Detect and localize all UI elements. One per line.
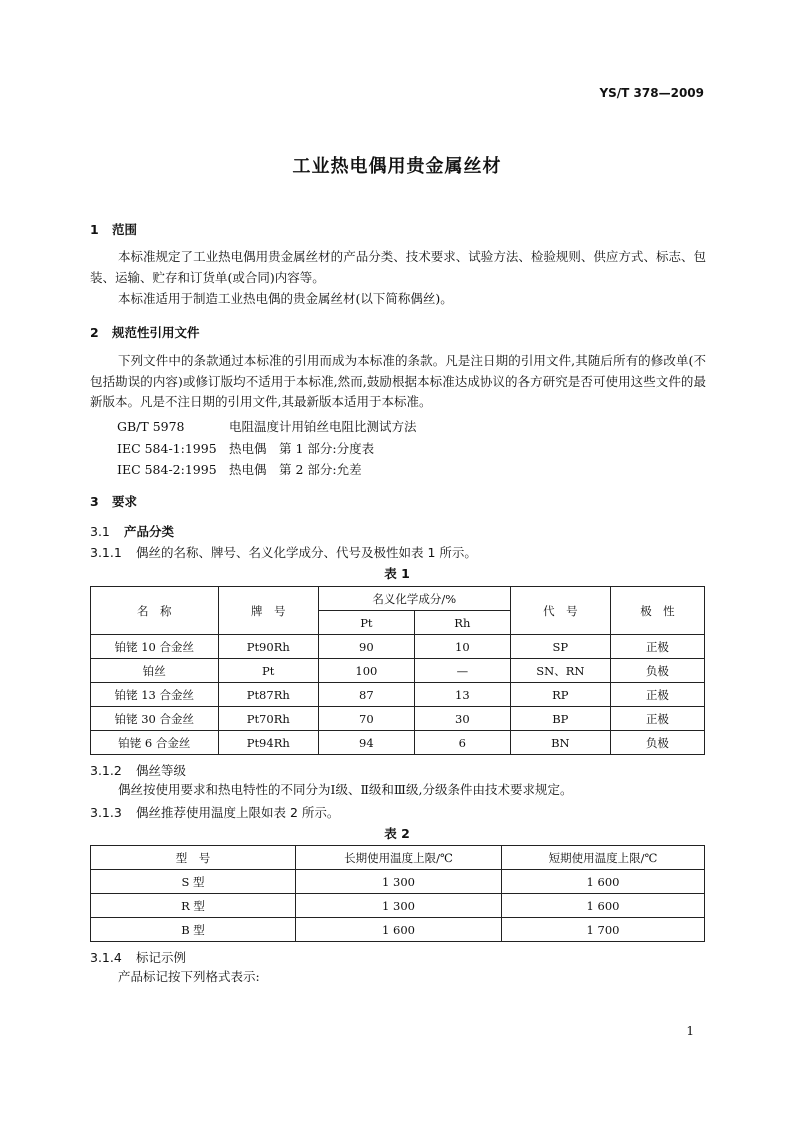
header-polarity: 极 性 xyxy=(610,587,704,635)
cell-rh: 13 xyxy=(414,683,510,707)
cell-name: 铂铑 13 合金丝 xyxy=(91,683,219,707)
section-3-1-2-text: 偶丝按使用要求和热电特性的不同分为Ⅰ级、Ⅱ级和Ⅲ级,分级条件由技术要求规定。 xyxy=(118,782,573,797)
table-1 xyxy=(90,586,705,755)
section-3-1-number: 3.1 xyxy=(90,524,110,539)
reference-item xyxy=(117,439,374,457)
cell-grade: Pt xyxy=(218,659,318,683)
reference-item xyxy=(117,460,362,478)
section-3-number: 3 xyxy=(90,494,99,509)
cell-rh: 10 xyxy=(414,635,510,659)
cell-type: S 型 xyxy=(91,870,296,894)
reference-title: 热电偶 第 1 部分:分度表 xyxy=(229,441,375,456)
section-3-heading xyxy=(90,492,137,510)
header-short-term: 短期使用温度上限/℃ xyxy=(502,846,705,870)
cell-polarity: 正极 xyxy=(610,707,704,731)
section-3-1-1-line xyxy=(90,543,477,561)
section-2-paragraph-1: 下列文件中的条款通过本标准的引用而成为本标准的条款。凡是注日期的引用文件,其随后所有的修改单(不包括勘误的内容)或修订版均不适用于本标准,然而,鼓励根据本标准达成协议的各方研究是否可使用这些文件的最新版本。凡是不注日期的引用文件,其最新版本适用于本标准。 xyxy=(90,353,706,409)
cell-rh: 30 xyxy=(414,707,510,731)
reference-title: 电阻温度计用铂丝电阻比测试方法 xyxy=(229,419,417,434)
section-3-1-4-text: 产品标记按下列格式表示: xyxy=(118,969,260,984)
cell-grade: Pt94Rh xyxy=(218,731,318,755)
table-2-caption: 表 2 xyxy=(384,826,410,841)
header-pt: Pt xyxy=(318,611,414,635)
cell-name: 铂丝 xyxy=(91,659,219,683)
cell-grade: Pt90Rh xyxy=(218,635,318,659)
header-code: 代 号 xyxy=(510,587,610,635)
table-row xyxy=(91,731,705,755)
section-3-1-2-title: 偶丝等级 xyxy=(136,763,187,778)
section-1-number: 1 xyxy=(90,222,99,237)
header-composition: 名义化学成分/% xyxy=(318,587,510,611)
section-3-title: 要求 xyxy=(112,494,138,509)
cell-short-term: 1 600 xyxy=(502,870,705,894)
header-name: 名 称 xyxy=(91,587,219,635)
section-3-1-heading xyxy=(90,522,174,540)
cell-polarity: 正极 xyxy=(610,683,704,707)
cell-polarity: 负极 xyxy=(610,731,704,755)
header-long-term: 长期使用温度上限/℃ xyxy=(296,846,502,870)
page-number: 1 xyxy=(686,1024,694,1038)
cell-code: SP xyxy=(510,635,610,659)
section-1-title: 范围 xyxy=(112,222,138,237)
reference-item xyxy=(117,417,417,435)
section-1-heading xyxy=(90,220,137,238)
cell-type: B 型 xyxy=(91,918,296,942)
section-3-1-1-text: 偶丝的名称、牌号、名义化学成分、代号及极性如表 1 所示。 xyxy=(136,545,477,560)
cell-long-term: 1 600 xyxy=(296,918,502,942)
standard-code: YS/T 378—2009 xyxy=(599,86,704,100)
cell-code: SN、RN xyxy=(510,659,610,683)
cell-polarity: 负极 xyxy=(610,659,704,683)
cell-code: BN xyxy=(510,731,610,755)
header-grade: 牌 号 xyxy=(218,587,318,635)
cell-long-term: 1 300 xyxy=(296,870,502,894)
section-3-1-4-title: 标记示例 xyxy=(136,950,187,965)
section-3-1-title: 产品分类 xyxy=(124,524,175,539)
section-2-heading xyxy=(90,323,200,341)
cell-pt: 70 xyxy=(318,707,414,731)
cell-polarity: 正极 xyxy=(610,635,704,659)
section-3-1-1-number: 3.1.1 xyxy=(90,545,122,560)
cell-grade: Pt87Rh xyxy=(218,683,318,707)
table-row xyxy=(91,918,705,942)
reference-code: IEC 584-2:1995 xyxy=(117,462,217,477)
cell-rh: 6 xyxy=(414,731,510,755)
header-rh: Rh xyxy=(414,611,510,635)
cell-code: BP xyxy=(510,707,610,731)
section-3-1-4-number: 3.1.4 xyxy=(90,950,122,965)
cell-pt: 94 xyxy=(318,731,414,755)
table-header-row xyxy=(91,587,705,611)
cell-pt: 100 xyxy=(318,659,414,683)
cell-short-term: 1 600 xyxy=(502,894,705,918)
table-1-caption: 表 1 xyxy=(384,566,410,581)
cell-name: 铂铑 10 合金丝 xyxy=(91,635,219,659)
cell-grade: Pt70Rh xyxy=(218,707,318,731)
cell-pt: 90 xyxy=(318,635,414,659)
section-3-1-2-number: 3.1.2 xyxy=(90,763,122,778)
section-2-number: 2 xyxy=(90,325,99,340)
section-2-title: 规范性引用文件 xyxy=(112,325,200,340)
table-row xyxy=(91,683,705,707)
section-3-1-3-text: 偶丝推荐使用温度上限如表 2 所示。 xyxy=(136,805,340,820)
section-1-paragraph-1: 本标准规定了工业热电偶用贵金属丝材的产品分类、技术要求、试验方法、检验规则、供应方式、标志、包装、运输、贮存和订货单(或合同)内容等。 xyxy=(90,249,706,285)
cell-code: RP xyxy=(510,683,610,707)
reference-title: 热电偶 第 2 部分:允差 xyxy=(229,462,362,477)
table-2 xyxy=(90,845,705,942)
table-row xyxy=(91,894,705,918)
table-header-row xyxy=(91,846,705,870)
section-3-1-3-number: 3.1.3 xyxy=(90,805,122,820)
reference-code: IEC 584-1:1995 xyxy=(117,441,217,456)
table-row xyxy=(91,870,705,894)
cell-short-term: 1 700 xyxy=(502,918,705,942)
section-3-1-3-line xyxy=(90,803,339,821)
table-row xyxy=(91,659,705,683)
cell-long-term: 1 300 xyxy=(296,894,502,918)
section-1-paragraph-2: 本标准适用于制造工业热电偶的贵金属丝材(以下简称偶丝)。 xyxy=(118,291,453,306)
section-3-1-4-heading xyxy=(90,948,186,966)
reference-code: GB/T 5978 xyxy=(117,419,185,434)
section-3-1-2-heading xyxy=(90,761,186,779)
cell-rh: — xyxy=(414,659,510,683)
cell-pt: 87 xyxy=(318,683,414,707)
header-type: 型 号 xyxy=(91,846,296,870)
table-row xyxy=(91,707,705,731)
document-title: 工业热电偶用贵金属丝材 xyxy=(292,156,502,177)
cell-type: R 型 xyxy=(91,894,296,918)
cell-name: 铂铑 6 合金丝 xyxy=(91,731,219,755)
cell-name: 铂铑 30 合金丝 xyxy=(91,707,219,731)
table-row xyxy=(91,635,705,659)
